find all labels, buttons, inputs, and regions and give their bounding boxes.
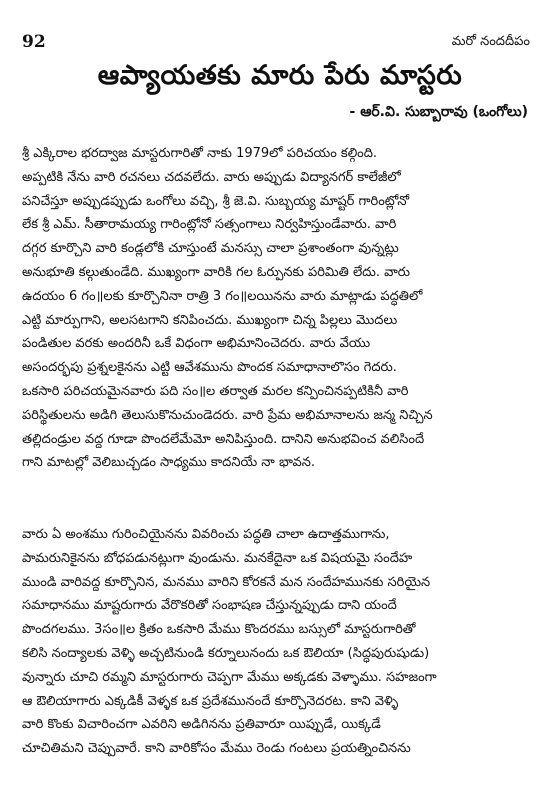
paragraph-1 — [22, 142, 540, 475]
running-head: మరో నందదీపం — [451, 34, 530, 49]
article-title: ఆప్యాయతకు మారు పేరు మాస్టరు — [97, 60, 463, 91]
text-line: పండితుల వరకు అందరినీ ఒకే విధంగా అభిమానించెదరు. వారు వేయు — [22, 336, 371, 352]
text-line: గాని మాటల్లో వెలిబుచ్చడం సాధ్యము కాదనియే నా భావన. — [22, 455, 315, 471]
text-line: అనుభూతి కల్గుతుండేది. ముఖ్యంగా వారికి గల ఓర్పునకు పరిమితి లేదు. వారు — [22, 264, 410, 280]
text-line: పనిచేస్తూ అప్పుడప్పుడు ఒంగోలు వచ్చి, శ్రీ జె.వి. సుబ్బయ్య మాష్టర్ గారింట్లోనో — [22, 193, 410, 209]
text-line: కలిసి నంద్యాలకు వెళ్ళి అచ్చటినుండి కర్నూలునందు ఒక ఔలియా (సిద్ధపురుషుడు) — [22, 645, 430, 661]
text-line: వారి కొంకు విచారించగా ఎవరిని అడిగినను ప్రతివారూ యిప్పుడే, యిక్కడే — [22, 717, 381, 733]
text-line: ఒకసారి పరిచయమైనవారు పది సం॥ల తర్వాత మరల కన్పించినప్పటికినీ వారి — [22, 383, 409, 399]
text-line: లేక శ్రీ ఎమ్. సీతారామయ్య గారింట్లోనో సత్సంగాలు నిర్వహిస్తుండేవారు. వారి — [22, 217, 397, 233]
text-line: పొందగలము. 3సం॥ల క్రితం ఒకసారి మేము కొందరము బస్సులో మాస్టరుగారితో — [22, 622, 416, 638]
text-line: ఆ ఔలియాగారు ఎక్కడికీ వెళ్ళక ఒక ప్రదేశమునందే కూర్చొనెదరట. కాని వెళ్ళి — [22, 693, 399, 709]
text-line: పరిస్థితులను అడిగి తెలుసుకొనుచుండెదరు. వారి ప్రేమ అభిమానాలను జన్మ నిచ్చిన — [22, 407, 433, 423]
text-line: ముండి వారివద్ద కూర్చొనిన, మనము వారిని కోరకనే మన సందేహమునకు సరియైన — [22, 574, 431, 590]
text-line: ఉదయం 6 గం॥లకు కూర్చొనినా రాత్రి 3 గం॥లయినను వారు మాట్లాడు పద్ధతిలో — [22, 288, 423, 304]
text-line: దగ్గర కూర్చొని వారి కండ్లలోకి చూస్తుంటే మనస్సు చాలా ప్రశాంతంగా వున్నట్లు — [22, 241, 399, 257]
text-line: శ్రీ ఎక్కిరాల భరద్వాజ మాస్టరుగారితో నాకు 1979లో పరిచయం కల్గింది. — [22, 146, 378, 161]
text-line: పామరునికైనను బోధపడునట్లుగా వుండును. మనకేదైనా ఒక విషయమై సందేహ — [22, 550, 413, 566]
text-line: చూచితిమని చెప్పువారే. కాని వారికోసం మేము రెండు గంటలు ప్రయత్నించినను — [22, 741, 411, 757]
text-line: ఎట్టి మార్పుగాని, అలసటగాని కనిపించదు. ముఖ్యంగా చిన్న పిల్లలు మొదలు — [22, 312, 398, 328]
text-line: వారు ఏ అంశము గురించియైనను వివరించు పద్ధతి చాలా ఉదాత్తముగాను, — [22, 527, 390, 542]
text-line: అప్పటికి నేను వారి రచనలు చదవలేదు. వారు అప్పుడు విద్యానగర్ కాలేజీలో — [22, 169, 401, 185]
text-line: అసందర్భపు ప్రశ్నలకైనను ఎట్టి ఆవేశమును పొందక సమాధానాలొసం గెదరు. — [22, 360, 397, 376]
article-author: - ఆర్.వి. సుబ్బారావు (ఒంగోలు) — [349, 104, 528, 120]
paragraph-2 — [22, 523, 540, 761]
page-number: 92 — [22, 32, 46, 52]
text-line: తల్లిదండ్రుల వద్ద గూడా పొందలేమేమో అనిపిస్తుంది. దానిని అనుభవించ వలిసిందే — [22, 431, 425, 447]
text-line: సమాధానము మాష్టరుగారు వేరొకరితో సంభాషణ చేస్తున్నప్పుడు దాని యందే — [22, 598, 397, 614]
text-line: వున్నారు చూచి రమ్మని మాస్టరుగారు చెప్పగా మేము అక్కడకు వెళ్ళాము. సహజంగా — [22, 669, 437, 685]
